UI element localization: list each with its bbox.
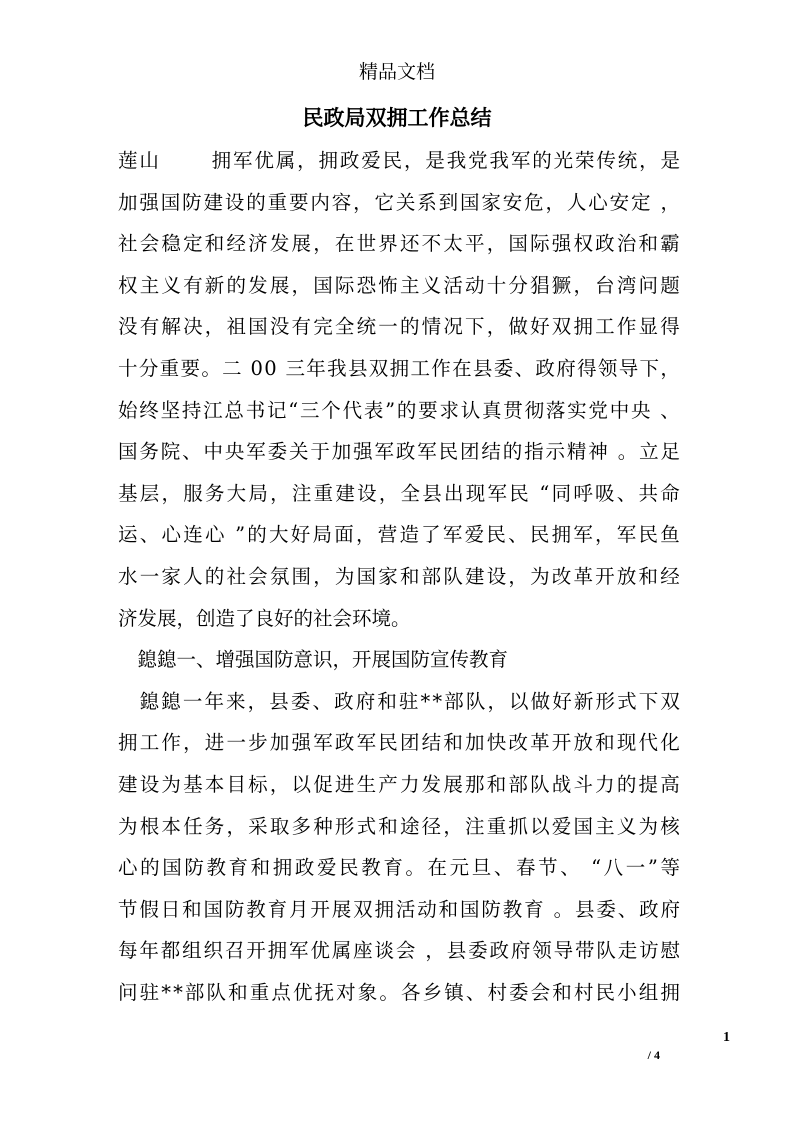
text-line-18: 心 的 国 防 教 育 和 拥 政 爱 民 教 育 。 在 元 旦 、 春 节 、 “ 八 一 ” 等 [118, 856, 680, 880]
page-number: 1 [723, 1030, 730, 1045]
text-line-11: 水 一 家 人 的 社 会 氛 围 ， 为 国 家 和 部 队 建 设 ， 为 改 革 开 放 和 经 [118, 564, 680, 588]
text-line-19: 节 假 日 和 国 防 教 育 月 开 展 双 拥 活 动 和 国 防 教 育 。 县 委 、 政 府 [118, 897, 680, 921]
text-line-15: 拥 工 作 ， 进 一 步 加 强 军 政 军 民 团 结 和 加 快 改 革 开 放 和 现 代 化 [118, 731, 680, 755]
text-line-6: 十 分 重 要 。 二 0 0 三 年 我 县 双 拥 工 作 在 县 委 、 政 府 得 领 导 下 ， [118, 356, 680, 380]
text-line-17: 为 根 本 任 务 ， 采 取 多 种 形 式 和 途 径 ， 注 重 抓 以 爱 国 主 义 为 核 [118, 814, 680, 838]
text-line-16: 建 设 为 基 本 目 标 ， 以 促 进 生 产 力 发 展 那 和 部 队 战 斗 力 的 提 高 [118, 772, 680, 796]
section-heading: 鎴鎴一、增强国防意识，开展国防宣传教育 [118, 648, 509, 672]
body-text [118, 140, 680, 1013]
text-line-14: 鎴 鎴 一 年 来 ， 县 委 、 政 府 和 驻 * * 部 队 ， 以 做 好 新 形 式 下 双 [139, 689, 680, 713]
text-line-7: 始 终 坚 持 江 总 书 记 “ 三 个 代 表 ” 的 要 求 认 真 贯 彻 落 实 党 中 央 、 [118, 398, 680, 422]
text-line-20: 每 年 都 组 织 召 开 拥 军 优 属 座 谈 会 ， 县 委 政 府 领 导 带 队 走 访 慰 [118, 939, 680, 963]
text-line-21: 问 驻 * * 部 队 和 重 点 优 抚 对 象 。 各 乡 镇 、 村 委 会 和 村 民 小 组 拥 [118, 980, 680, 1004]
page-total: / 4 [647, 1048, 660, 1062]
text-line-5: 没 有 解 决 ， 祖 国 没 有 完 全 统 一 的 情 况 下 ， 做 好 双 拥 工 作 显 得 [118, 315, 680, 339]
text-line-10: 运 、 心 连 心 ” 的 大 好 局 面 ， 营 造 了 军 爱 民 、 民 拥 军 ， 军 民 鱼 [118, 523, 680, 547]
text-line-12: 济发展，创造了良好的社会环境。 [118, 606, 411, 630]
text-line-4: 权 主 义 有 新 的 发 展 ， 国 际 恐 怖 主 义 活 动 十 分 猖 獗 ， 台 湾 问 题 [118, 273, 680, 297]
text-line-8: 国 务 院 、 中 央 军 委 关 于 加 强 军 政 军 民 团 结 的 指 示 精 神 。 立 足 [118, 440, 680, 464]
document-title: 民政局双拥工作总结 [302, 105, 492, 130]
text-line-1: 莲 山 拥 军 优 属 ， 拥 政 爱 民 ， 是 我 党 我 军 的 光 荣 传 统 ， 是 [118, 149, 680, 172]
text-line-2: 加 强 国 防 建 设 的 重 要 内 容 ， 它 关 系 到 国 家 安 危 ， 人 心 安 定 ， [118, 190, 680, 214]
page-header: 精品文档 [358, 61, 435, 83]
text-line-3: 社 会 稳 定 和 经 济 发 展 ， 在 世 界 还 不 太 平 ， 国 际 强 权 政 治 和 霸 [118, 232, 680, 256]
text-line-9: 基 层 ， 服 务 大 局 ， 注 重 建 设 ， 全 县 出 现 军 民 “ 同 呼 吸 、 共 命 [118, 481, 680, 505]
